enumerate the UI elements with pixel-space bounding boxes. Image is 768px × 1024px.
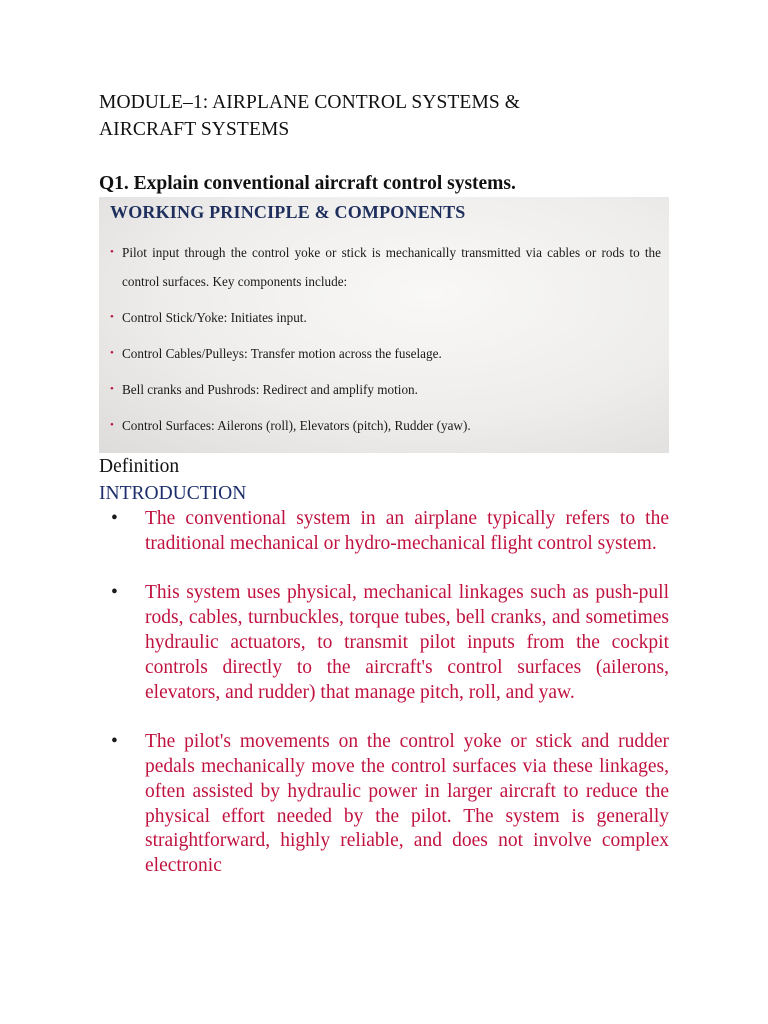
slide-item-text: Control Stick/Yoke: Initiates input. (122, 310, 307, 325)
introduction-list-item (111, 581, 669, 705)
bullet-icon: • (110, 419, 114, 431)
slide-list-item (110, 303, 661, 332)
introduction-bullet-list (111, 507, 669, 904)
slide-list-item (110, 411, 661, 440)
introduction-item-text: This system uses physical, mechanical linkages such as push-pull rods, cables, turnbuckles, torque tubes, bell cranks, and sometimes hydraulic actuators, to transmit pilot inputs from the cockpit controls directly to the aircraft's control surfaces (ailerons, elevators, and rudder) that manage pitch, roll, and yaw. (145, 582, 669, 703)
bullet-icon: • (111, 508, 118, 529)
embedded-slide-image (99, 197, 669, 453)
module-title-line-2: AIRCRAFT SYSTEMS (99, 119, 290, 140)
bullet-icon: • (110, 311, 114, 323)
introduction-item-text: The pilot's movements on the control yoke or stick and rudder pedals mechanically move the control surfaces via these linkages, often assisted by hydraulic power in larger aircraft to reduce the physical effort needed by the pilot. The system is generally straightforward, highly reliable, and does not involve complex electronic (145, 731, 669, 877)
slide-list-item (110, 339, 661, 368)
slide-title: WORKING PRINCIPLE & COMPONENTS (110, 202, 466, 222)
module-title (99, 89, 659, 143)
slide-item-text: Bell cranks and Pushrods: Redirect and amplify motion. (122, 382, 418, 397)
bullet-icon: • (111, 582, 118, 604)
module-title-line-1: MODULE–1: AIRPLANE CONTROL SYSTEMS & (99, 92, 521, 113)
definition-label: Definition (99, 456, 180, 477)
slide-item-text: Control Surfaces: Ailerons (roll), Elevators (pitch), Rudder (yaw). (122, 418, 471, 433)
introduction-item-text: The conventional system in an airplane typically refers to the traditional mechanical or hydro-mechanical flight control system. (145, 508, 669, 554)
slide-bullet-list (110, 238, 661, 447)
bullet-icon: • (110, 347, 114, 359)
question-heading: Q1. Explain conventional aircraft control systems. (99, 173, 516, 194)
introduction-list-item (111, 730, 669, 879)
bullet-icon: • (110, 383, 114, 395)
slide-list-item (110, 375, 661, 404)
slide-item-text: Control Cables/Pulleys: Transfer motion across the fuselage. (122, 346, 442, 361)
introduction-heading: INTRODUCTION (99, 483, 247, 504)
bullet-icon: • (110, 246, 114, 258)
bullet-icon: • (111, 731, 118, 753)
slide-list-item (110, 238, 661, 296)
introduction-list-item (111, 507, 669, 557)
slide-item-text: Pilot input through the control yoke or stick is mechanically transmitted via cables or rods to the control surfaces. Key components include: (122, 245, 661, 289)
